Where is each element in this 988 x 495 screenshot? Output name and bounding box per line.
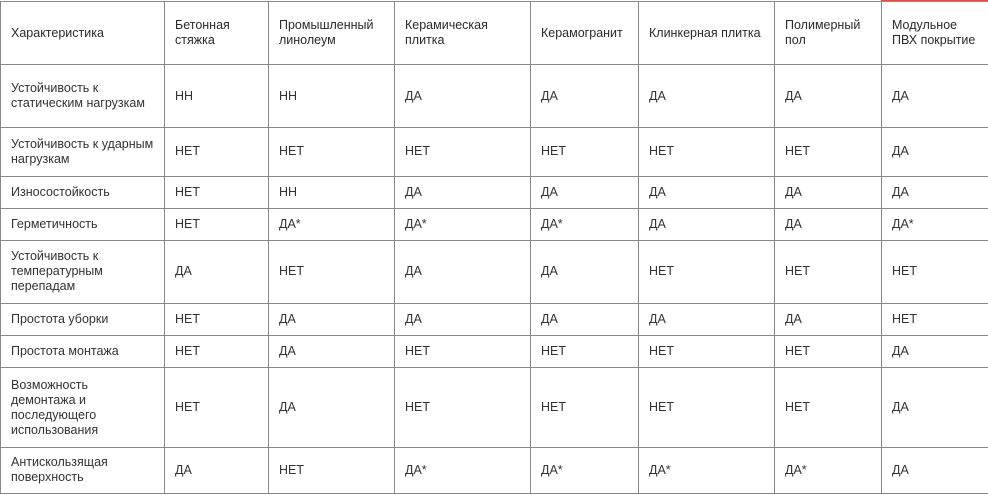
table-cell: НЕТ [531,336,639,368]
table-cell: ДА [639,304,775,336]
table-cell: ДА [775,304,882,336]
table-row [1,128,988,176]
header-material-2: Промышленный линолеум [269,2,395,65]
table-cell: ДА [395,176,531,208]
table-cell: НЕТ [775,128,882,176]
table-cell: НЕТ [775,240,882,303]
table-cell: НЕТ [269,128,395,176]
table-cell: НЕТ [639,368,775,447]
row-characteristic-label: Устойчивость к ударным нагрузкам [1,128,165,176]
table-cell: ДА* [639,447,775,493]
table-cell: ДА [531,65,639,128]
row-characteristic-label: Устойчивость к статическим нагрузкам [1,65,165,128]
table-cell: НЕТ [395,368,531,447]
table-cell: ДА [639,65,775,128]
table-row [1,176,988,208]
table-cell: ДА [882,368,988,447]
table-cell: ДА [882,65,988,128]
table-row [1,447,988,493]
table-cell: ДА [165,240,269,303]
table-cell: НЕТ [882,304,988,336]
table-row [1,336,988,368]
table-cell: ДА* [395,208,531,240]
table-cell: НЕТ [165,304,269,336]
table-cell: ДА [395,240,531,303]
table-cell: НЕТ [639,336,775,368]
row-characteristic-label: Возможность демонтажа и последующего использования [1,368,165,447]
table-cell: НЕТ [269,447,395,493]
table-cell: НЕТ [165,368,269,447]
header-material-1: Бетонная стяжка [165,2,269,65]
table-cell: НЕТ [531,368,639,447]
table-cell: ДА [269,336,395,368]
table-cell: ДА [882,128,988,176]
table-cell: ДА [531,176,639,208]
table-cell: ДА [882,336,988,368]
table-cell: НЕТ [165,336,269,368]
table-row [1,208,988,240]
table-cell: ДА* [882,208,988,240]
table-cell: ДА [882,447,988,493]
table-row [1,240,988,303]
table-cell: НЕТ [165,208,269,240]
table-cell: ДА [882,176,988,208]
table-cell: НН [269,65,395,128]
table-cell: НЕТ [269,240,395,303]
header-material-7: Модульное ПВХ покрытие [882,2,988,65]
table-cell: ДА* [269,208,395,240]
table-cell: ДА [639,208,775,240]
table-cell: НЕТ [165,176,269,208]
table-cell: ДА [395,304,531,336]
table-cell: НЕТ [639,128,775,176]
row-characteristic-label: Устойчивость к температурным перепадам [1,240,165,303]
table-cell: ДА [775,208,882,240]
row-characteristic-label: Антискользящая поверхность [1,447,165,493]
table-cell: НЕТ [395,128,531,176]
table-row [1,368,988,447]
table-row [1,304,988,336]
table-cell: ДА [269,304,395,336]
row-characteristic-label: Простота монтажа [1,336,165,368]
table-body [1,65,988,494]
row-characteristic-label: Износостойкость [1,176,165,208]
table-cell: ДА [395,65,531,128]
table-cell: ДА [639,176,775,208]
table-cell: ДА [269,368,395,447]
row-characteristic-label: Герметичность [1,208,165,240]
table-cell: НЕТ [882,240,988,303]
row-characteristic-label: Простота уборки [1,304,165,336]
table-row [1,65,988,128]
flooring-comparison-table [0,1,988,494]
table-cell: ДА* [531,208,639,240]
header-material-6: Полимерный пол [775,2,882,65]
table-cell: ДА [165,447,269,493]
table-cell: ДА [775,176,882,208]
table-cell: ДА* [531,447,639,493]
header-material-5: Клинкерная плитка [639,2,775,65]
table-cell: ДА [531,304,639,336]
table-cell: НЕТ [531,128,639,176]
header-material-4: Керамогранит [531,2,639,65]
table-cell: НЕТ [395,336,531,368]
table-cell: ДА* [775,447,882,493]
table-cell: ДА [531,240,639,303]
table-cell: НЕТ [639,240,775,303]
table-cell: НЕТ [165,128,269,176]
table-cell: НЕТ [775,336,882,368]
table-header-row [1,2,988,65]
table-cell: НЕТ [775,368,882,447]
header-characteristic: Характеристика [1,2,165,65]
table-cell: НН [165,65,269,128]
header-material-3: Керамическая плитка [395,2,531,65]
table-cell: ДА* [395,447,531,493]
table-cell: ДА [775,65,882,128]
table-cell: НН [269,176,395,208]
